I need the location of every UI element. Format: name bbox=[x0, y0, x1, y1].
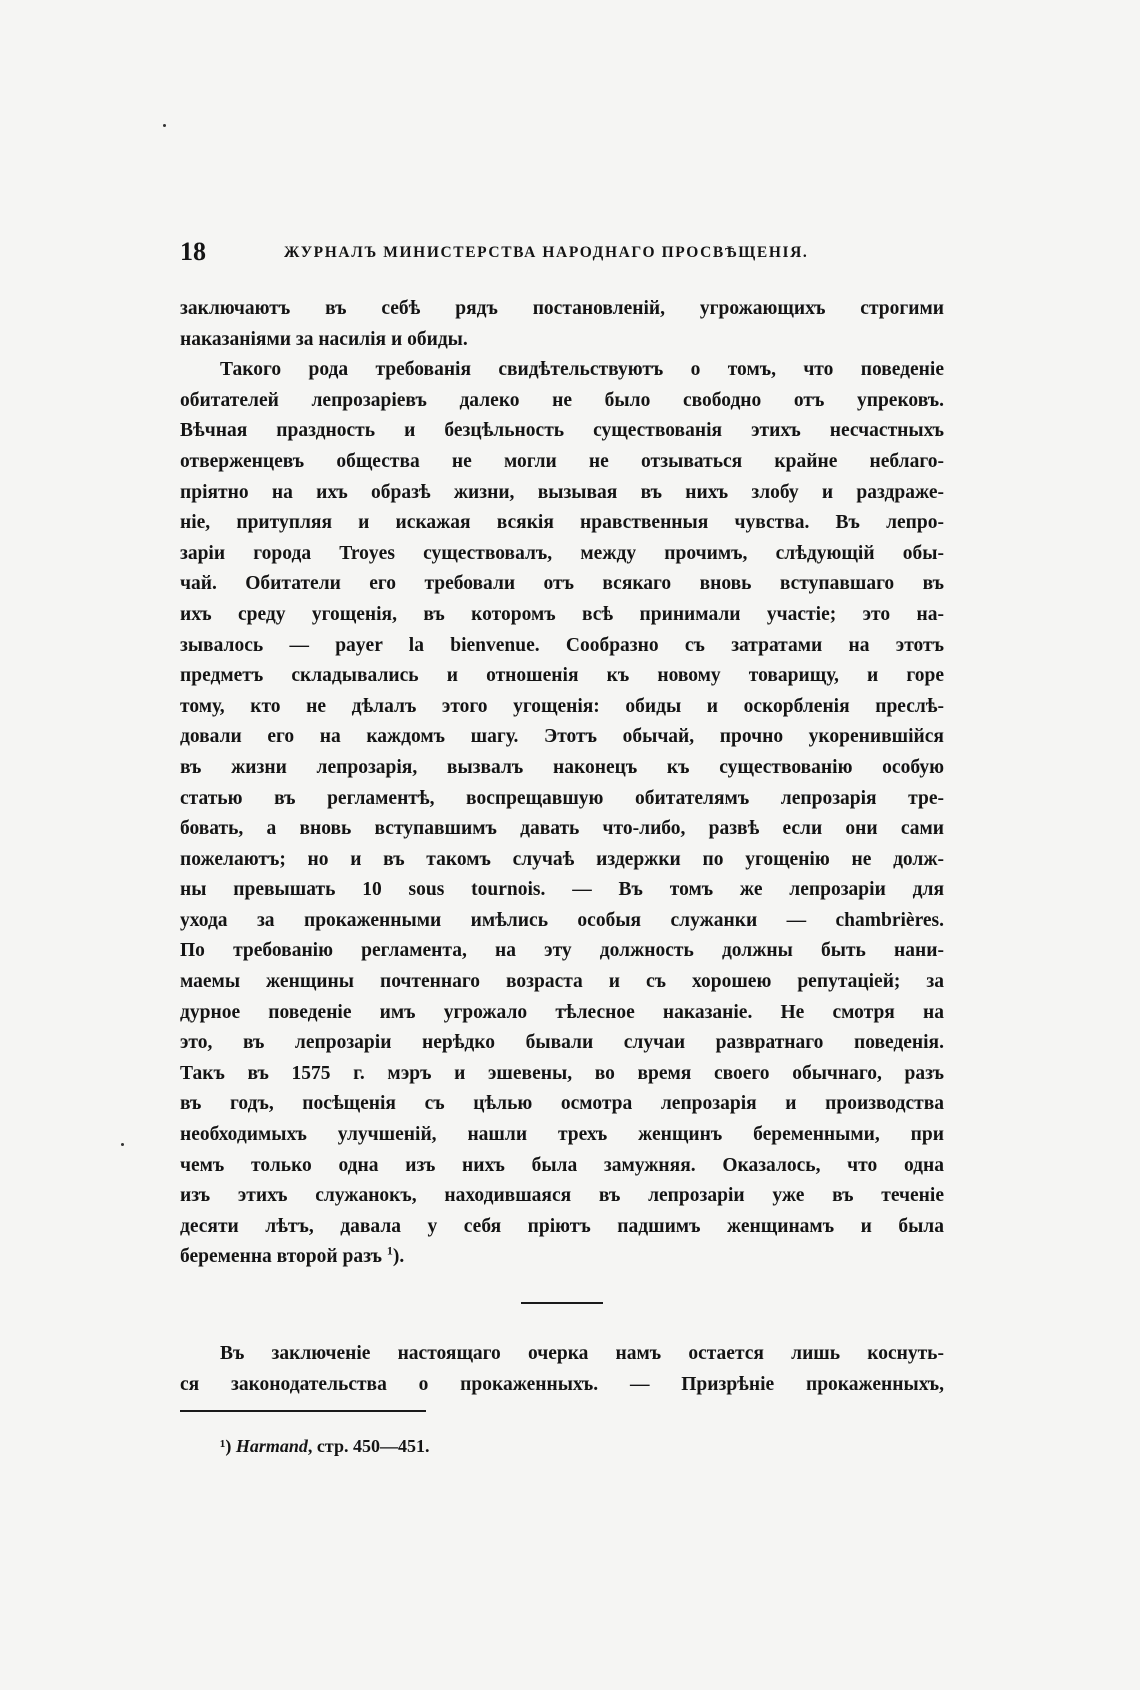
text-line: изъ этихъ служанокъ, находившаяся въ лепрозаріи уже въ теченіе bbox=[180, 1185, 944, 1207]
text-line: пожелаютъ; но и въ такомъ случаѣ издержки по угощенію не долж- bbox=[180, 848, 944, 870]
text-line: Такъ въ 1575 г. мэръ и эшевены, во время своего обычнаго, разъ bbox=[180, 1062, 944, 1084]
footnote-reference[interactable]: 1 bbox=[386, 1243, 393, 1258]
text-line: дурное поведеніе имъ угрожало тѣлесное наказаніе. Не смотря на bbox=[180, 1001, 944, 1023]
text-line: это, въ лепрозаріи нерѣдко бывали случаи развратнаго поведенія. bbox=[180, 1032, 944, 1054]
text-line: заріи города Troyes существовалъ, между прочимъ, слѣдующій обы- bbox=[180, 542, 944, 564]
scan-speck bbox=[163, 124, 166, 127]
text-line: необходимыхъ улучшеній, нашли трехъ женщинъ беременными, при bbox=[180, 1124, 944, 1146]
text-line-final bbox=[180, 1242, 944, 1273]
text-line: ухода за прокаженными имѣлись особыя служанки — chambrières. bbox=[180, 909, 944, 931]
page-header bbox=[180, 237, 960, 271]
text-line: чемъ только одна изъ нихъ была замужняя. Оказалось, что одна bbox=[180, 1154, 944, 1176]
text-line: тому, кто не дѣлалъ этого угощенія: обиды и оскорбленія преслѣ- bbox=[180, 695, 944, 717]
closing-paragraph bbox=[180, 1339, 944, 1400]
main-paragraphs bbox=[180, 294, 944, 1273]
text-line: довали его на каждомъ шагу. Этотъ обычай, прочно укоренившійся bbox=[180, 726, 944, 748]
text-line: десяти лѣтъ, давала у себя пріютъ падшимъ женщинамъ и была bbox=[180, 1215, 944, 1237]
text-line: отверженцевъ общества не могли не отзываться крайне неблаго- bbox=[180, 450, 944, 472]
footnote bbox=[220, 1436, 429, 1457]
footnote-marker: ¹) bbox=[220, 1436, 232, 1456]
text-line: Такого рода требованія свидѣтельствуютъ о томъ, что поведеніе bbox=[220, 359, 944, 381]
page-number: 18 bbox=[180, 237, 206, 266]
text-line: ся законодательства о прокаженныхъ. — Призрѣніе прокаженныхъ, bbox=[180, 1373, 944, 1395]
text-line: Вѣчная праздность и безцѣльность существованія этихъ несчастныхъ bbox=[180, 420, 944, 442]
text-line: заключаютъ въ себѣ рядъ постановленій, угрожающихъ строгими bbox=[180, 298, 944, 319]
final-line-end: ). bbox=[392, 1246, 405, 1268]
text-line: обитателей лепрозаріевъ далеко не было свободно отъ упрековъ. bbox=[180, 389, 944, 411]
text-line: По требованію регламента, на эту должность должны быть нани- bbox=[180, 940, 944, 962]
running-title: ЖУРНАЛЪ МИНИСТЕРСТВА НАРОДНАГО ПРОСВѢЩЕНІЯ. bbox=[284, 244, 809, 261]
footnote-author: Harmand bbox=[235, 1436, 308, 1456]
text-line: въ жизни лепрозарія, вызвалъ наконецъ къ существованію особую bbox=[180, 756, 944, 778]
scan-speck bbox=[121, 1143, 124, 1146]
text-line: ихъ среду угощенія, въ которомъ всѣ принимали участіе; это на- bbox=[180, 603, 944, 625]
final-line-text: беременна второй разъ bbox=[180, 1246, 382, 1268]
text-line: наказаніями за насилія и обиды. bbox=[180, 328, 468, 350]
text-line: бовать, а вновь вступавшимъ давать что-либо, развѣ если они сами bbox=[180, 818, 944, 840]
text-line: предметъ складывались и отношенія къ новому товарищу, и горе bbox=[180, 665, 944, 687]
footnote-divider bbox=[180, 1410, 426, 1412]
text-line: ны превышать 10 sous tournois. — Въ томъ же лепрозаріи для bbox=[180, 879, 944, 901]
text-line: Въ заключеніе настоящаго очерка намъ остается лишь коснуть- bbox=[220, 1343, 944, 1364]
footnote-reference-text: , стр. 450—451. bbox=[307, 1436, 430, 1456]
text-line: пріятно на ихъ образѣ жизни, вызывая въ нихъ злобу и раздраже- bbox=[180, 481, 944, 503]
text-line: маемы женщины почтеннаго возраста и съ хорошею репутаціей; за bbox=[180, 971, 944, 993]
section-divider bbox=[521, 1302, 603, 1304]
text-line: статью въ регламентѣ, воспрещавшую обитателямъ лепрозарія тре- bbox=[180, 787, 944, 809]
text-line: въ годъ, посѣщенія съ цѣлью осмотра лепрозарія и производства bbox=[180, 1093, 944, 1115]
text-line: зывалось — payer la bienvenue. Сообразно съ затратами на этотъ bbox=[180, 634, 944, 656]
text-line: чай. Обитатели его требовали отъ всякаго вновь вступавшаго въ bbox=[180, 573, 944, 595]
text-line: ніе, притупляя и искажая всякія нравственныя чувства. Въ лепро- bbox=[180, 512, 944, 534]
